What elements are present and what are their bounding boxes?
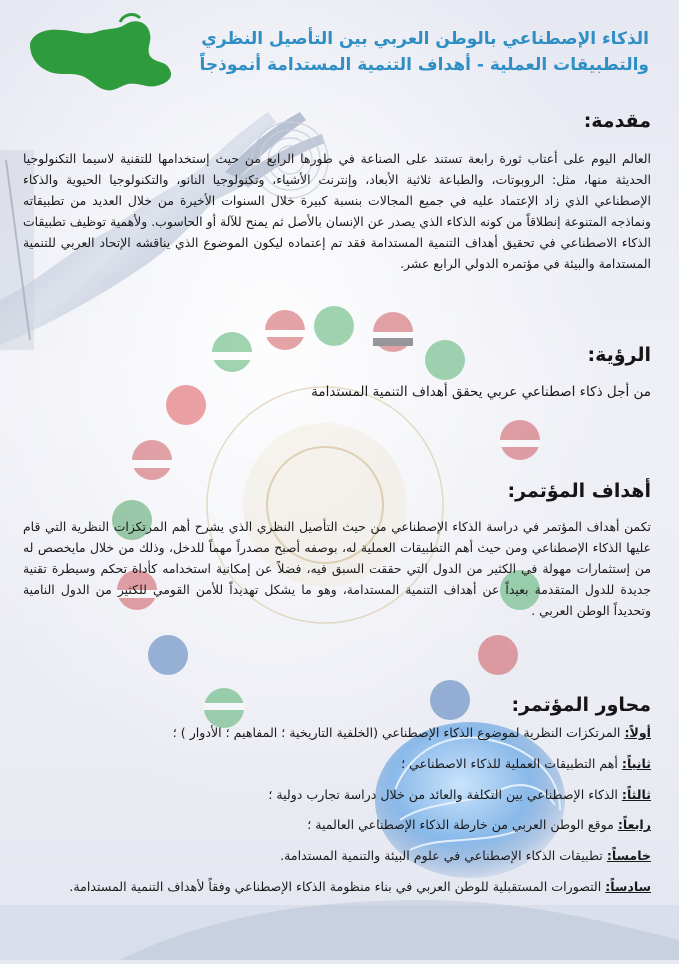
axis-text: تطبيقات الذكاء الإصطناعي في علوم البيئة والتنمية المستدامة. — [280, 848, 603, 864]
goals-paragraph: تكمن أهداف المؤتمر في دراسة الذكاء الإصطناعي من حيث التأصيل النظري الذي يشرح أهم المرتكزات النظرية التي قام عليها الذكاء الإصطناعي ومن حيث أهم التطبيقات العملية له، بوصفه أصبح مصدراً مهماً للدخل، وذلك من خلال مايخصص له من إستثمارات مهولة في الكثير من الدول التي حققت السبق فيه، فضلاً عن إمكانية استخدامه كأداة تحكم وسيطرة تقنية جديدة للدول المتقدمة بعيداً عن أهداف التنمية المستدامة، وهو ما يشكل تهديداً للأمن القومي للكثير من الدول النامية وتحديداً الوطن العربي . — [23, 519, 651, 618]
list-item — [11, 755, 651, 772]
list-item — [11, 724, 651, 741]
list-item — [11, 786, 651, 803]
intro-paragraph: العالم اليوم على أعتاب ثورة رابعة تستند على الصناعة في طورها الرابع من حيث إستخدامها للتقنية لاسيما التكنولوجيا الحديثة منها، مثل: الروبوتات، والطباعة ثلاثية الأبعاد، وإنترنت الأشياء، وتكنولوجيا النانو، والتكنولوجيا الحيوية والذكاء الإصطناعي الذي زاد الإعتماد عليه في جميع المجالات بنسبة كبيرة خلال السنوات الأخيرة من خلال العديد من تطبيقاته ونماذجه المتنوعة إنطلاقاً من كونه الذكاء الذي يصدر عن الإنسان بالأصل ثم يمنح للآلة أو الحاسوب. ولأهمية توظيف تطبيقات الذكاء الاصطناعي في تحقيق أهداف التنمية المستدامة فقد تم إعتماده ليكون الموضوع الذي يناقشه الإتحاد العربي للتنمية المستدامة والبيئة في مؤتمره الدولي الرابع عشر. — [23, 151, 651, 271]
axis-text: التصورات المستقبلية للوطن العربي في بناء منظومة الذكاء الإصطناعي وفقاً لأهداف التنمية المستدامة. — [69, 878, 602, 894]
axes-heading: محاور المؤتمر: — [511, 694, 651, 716]
axis-text: موقع الوطن العربي من خارطة الذكاء الإصطناعي العالمية ؛ — [307, 817, 614, 833]
list-item — [11, 816, 651, 833]
intro-heading: مقدمة: — [583, 110, 651, 132]
axis-ordinal: خامساً: — [606, 848, 651, 864]
vision-heading: الرؤية: — [587, 344, 651, 366]
axis-ordinal: أولاً: — [624, 725, 651, 740]
axis-text: أهم التطبيقات العملية للذكاء الاصطناعي ؛ — [401, 755, 618, 771]
page-title: الذكاء الإصطناعي بالوطن العربي بين التأصيل النظري والتطبيقات العملية - أهداف التنمية المستدامة أنموذجاً — [199, 29, 649, 75]
list-item — [11, 847, 651, 864]
axis-text: المرتكزات النظرية لموضوع الذكاء الإصطناعي (الخلفية التاريخية ؛ المفاهيم ؛ الأدوار ) ؛ — [172, 725, 621, 740]
axis-ordinal: سادساً: — [605, 878, 651, 894]
axis-ordinal: ثالثاً: — [621, 786, 651, 802]
axes-list — [11, 724, 651, 909]
axis-ordinal: رابعاً: — [617, 817, 651, 833]
list-item — [11, 878, 651, 895]
axis-text: الذكاء الإصطناعي بين التكلفة والعائد من خلال دراسة تجارب دولية ؛ — [268, 786, 618, 802]
goals-heading: أهداف المؤتمر: — [507, 480, 651, 502]
vision-text: من أجل ذكاء اصطناعي عربي يحقق أهداف التنمية المستدامة — [311, 384, 651, 400]
axis-ordinal: ثانياً: — [621, 755, 651, 771]
